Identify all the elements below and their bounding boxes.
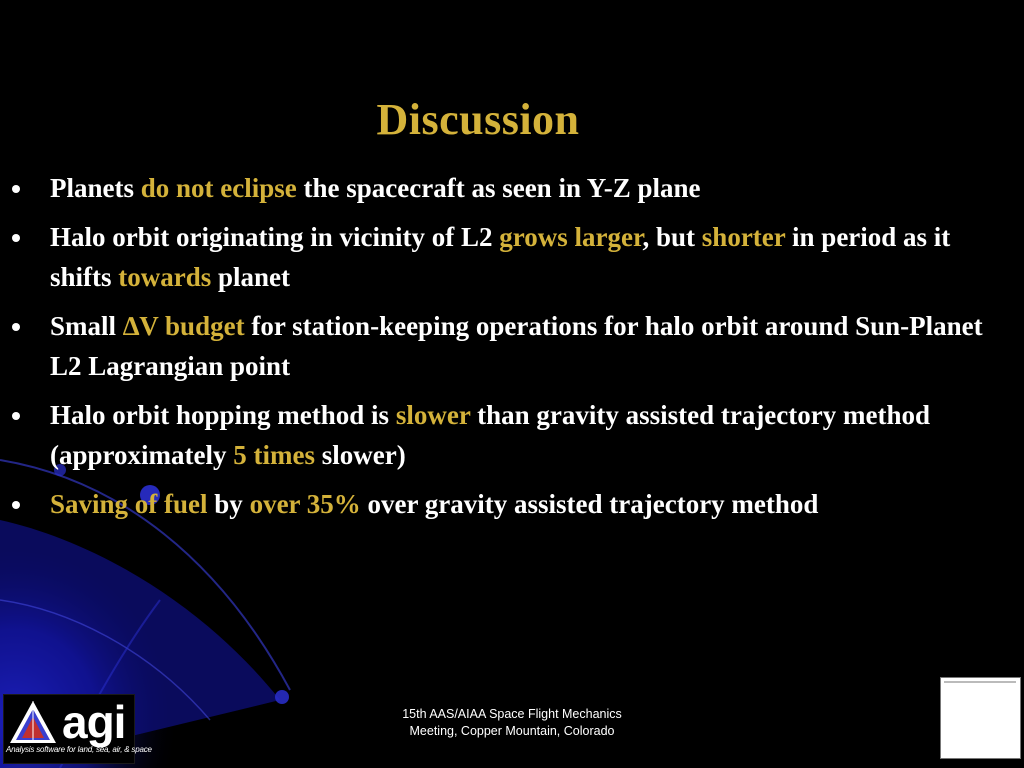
slide-footer [362, 706, 662, 740]
agi-triangle-logo-icon [8, 699, 58, 747]
bullet-text: Halo orbit originating in vicinity of L2 [50, 222, 500, 252]
highlighted-text: ∆V budget [122, 311, 245, 341]
bullet-text: Planets [50, 173, 141, 203]
highlighted-text: slower [395, 400, 471, 430]
bullet-text: Halo orbit hopping method is [50, 400, 396, 430]
footer-line-1: 15th AAS/AIAA Space Flight Mechanics [402, 707, 622, 721]
bullet-item [12, 217, 1012, 297]
bullet-dot-icon [12, 412, 20, 420]
bullet-dot-icon [12, 185, 20, 193]
bullet-text: than gravity assisted trajectory method (approximately [50, 400, 931, 470]
bullet-text: Small [50, 311, 123, 341]
bullet-item [12, 395, 1012, 475]
highlighted-text: do not eclipse [140, 173, 297, 203]
background-orb-2 [275, 690, 289, 704]
bullet-text: for station-keeping operations for halo orbit around Sun-Planet L2 Lagrangian point [50, 311, 983, 381]
bullet-text: over gravity assisted trajectory method [360, 489, 819, 519]
slide-title: Discussion [376, 95, 580, 144]
highlighted-text: towards [118, 262, 212, 292]
bullet-text: the spacecraft as seen in Y-Z plane [296, 173, 701, 203]
bullet-dot-icon [12, 234, 20, 242]
logo-wordmark: agi [62, 696, 126, 748]
bullet-list [12, 168, 1012, 533]
logo-tagline: Analysis software for land, sea, air, & space [6, 745, 152, 754]
highlighted-text: shorter [701, 222, 786, 252]
highlighted-text: over 35% [249, 489, 361, 519]
bullet-item [12, 306, 1012, 386]
bullet-item [12, 168, 1012, 208]
highlighted-text: 5 times [233, 440, 315, 470]
highlighted-text: grows larger [499, 222, 643, 252]
highlighted-text: Saving of fuel [50, 489, 208, 519]
bullet-text: in period as it shifts [50, 222, 951, 292]
footer-line-2: Meeting, Copper Mountain, Colorado [409, 724, 615, 738]
bullet-text: planet [211, 262, 291, 292]
slide-thumbnail-icon [940, 677, 1021, 759]
thumbnail-header-line [944, 681, 1016, 683]
bullet-text: , but [642, 222, 702, 252]
bullet-dot-icon [12, 501, 20, 509]
bullet-text: slower) [314, 440, 406, 470]
agi-logo [3, 694, 152, 764]
bullet-text: by [207, 489, 250, 519]
bullet-dot-icon [12, 323, 20, 331]
bullet-item [12, 484, 1012, 524]
